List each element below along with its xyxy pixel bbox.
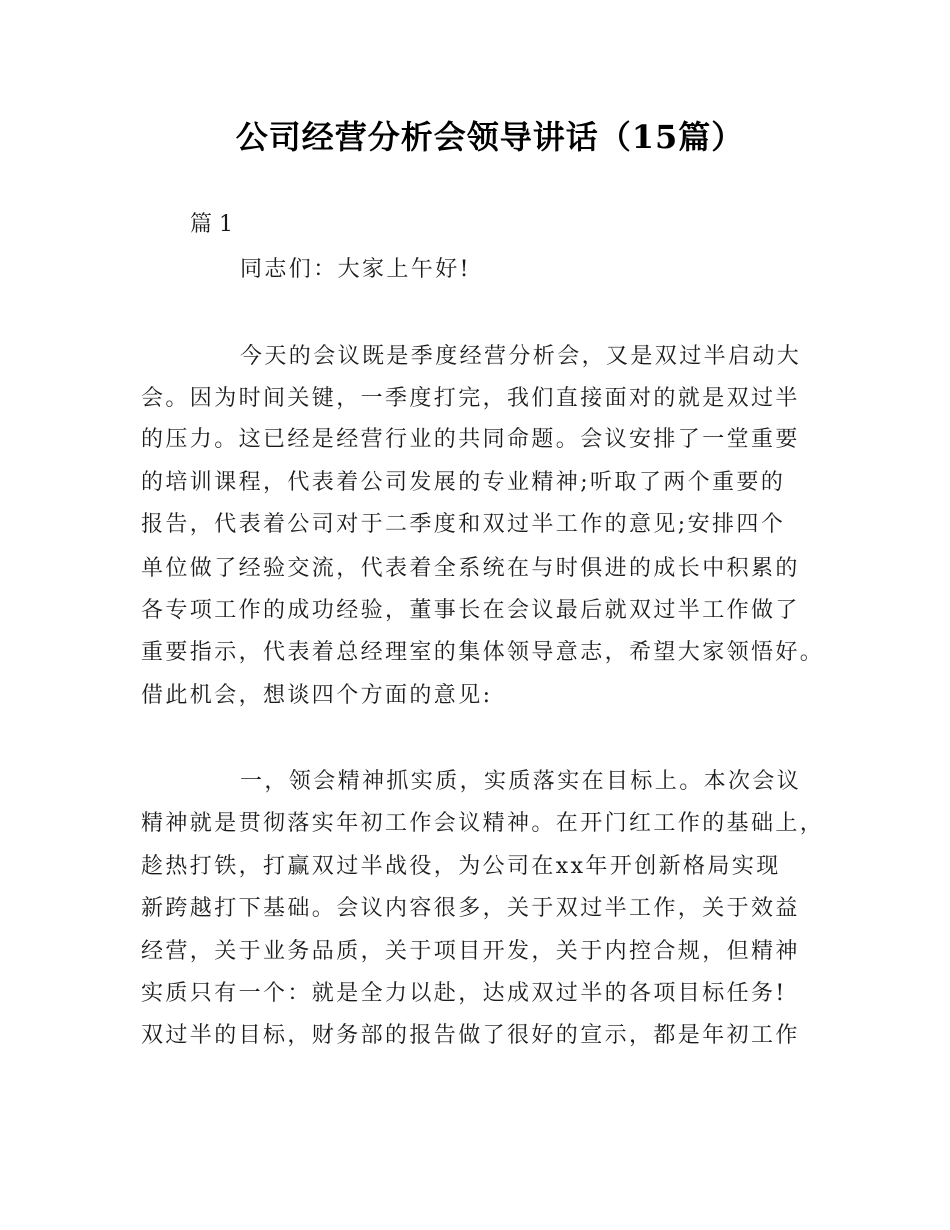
paragraph-1-line: 单位做了经验交流，代表着全系统在与时俱进的成长中积累的 <box>141 556 800 581</box>
paragraph-2-line: 精神就是贯彻落实年初工作会议精神。在开门红工作的基础上， <box>141 811 825 836</box>
paragraph-1-line: 的压力。这已经是经营行业的共同命题。会议安排了一堂重要 <box>141 427 800 452</box>
paragraph-2-line: 趁热打铁，打赢双过半战役，为公司在xx年开创新格局实现 <box>141 854 781 879</box>
paragraph-1-line: 的培训课程，代表着公司发展的专业精神;听取了两个重要的 <box>141 470 786 495</box>
paragraph-1-line: 今天的会议既是季度经营分析会，又是双过半启动大 <box>240 344 802 369</box>
paragraph-1-line: 报告，代表着公司对于二季度和双过半工作的意见;安排四个 <box>141 512 786 537</box>
paragraph-1-line: 会。因为时间关键，一季度打完，我们直接面对的就是双过半 <box>141 386 800 411</box>
paragraph-1-line: 各专项工作的成功经验，董事长在会议最后就双过半工作做了 <box>141 598 800 623</box>
greeting-line: 同志们：大家上午好! <box>240 257 471 282</box>
paragraph-2-line: 实质只有一个：就是全力以赴，达成双过半的各项目标任务! <box>141 981 787 1006</box>
document-title: 公司经营分析会领导讲话（15篇） <box>235 118 745 156</box>
section-label: 篇 1 <box>190 212 233 237</box>
paragraph-2-line: 新跨越打下基础。会议内容很多，关于双过半工作，关于效益 <box>141 896 800 921</box>
paragraph-2-line: 双过半的目标，财务部的报告做了很好的宣示，都是年初工作 <box>141 1023 800 1048</box>
paragraph-1-line: 借此机会，想谈四个方面的意见: <box>141 683 493 708</box>
paragraph-1-line: 重要指示，代表着总经理室的集体领导意志，希望大家领悟好。 <box>141 640 825 665</box>
paragraph-2-line: 经营，关于业务品质，关于项目开发，关于内控合规，但精神 <box>141 939 800 964</box>
paragraph-2-line: 一，领会精神抓实质，实质落实在目标上。本次会议 <box>240 769 802 794</box>
